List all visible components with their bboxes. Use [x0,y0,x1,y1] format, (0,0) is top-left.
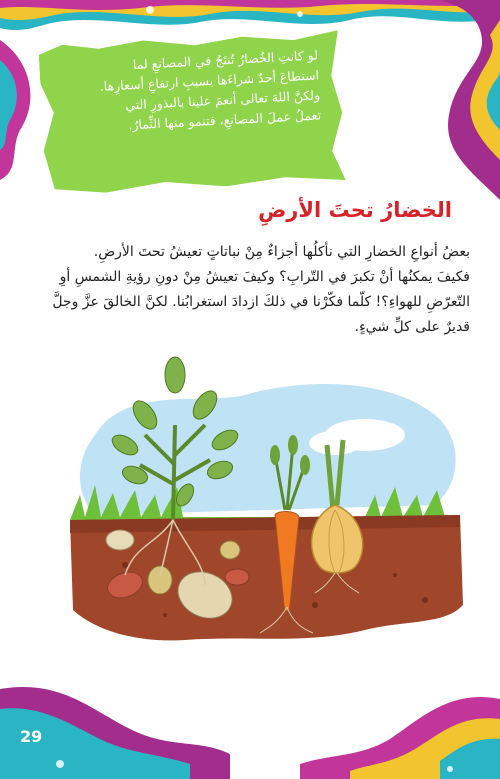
body-line: بعضُ أنواعِ الخضارِ التي نأكلُها أجزاءٌ مِنْ نباتاتٍ تعيشُ تحتَ الأرضِ. [93,244,470,260]
potato-icon [220,541,240,559]
potato-icon [225,569,249,585]
vegetables-illustration [65,345,465,665]
bottom-swirl-decoration [0,669,500,779]
card-line: ولكنَّ اللهَ تعالى أنعمَ علينا بالبذورِ التي [124,87,321,113]
leaf-icon [165,357,185,393]
section-title: الخضارُ تحتَ الأرضِ [258,198,452,222]
page-number: 29 [20,727,43,746]
potato-icon [148,566,172,594]
card-line: تعملُ عملَ المصانعِ، فتنمو منها الثِّمارُ. [128,107,322,133]
body-line: قديرٌ على كلِّ شيءٍ. [354,319,470,335]
body-line: فكيفَ يمكنُها أنْ تكبرَ في التّرابِ؟ وكيفَ تعيشُ مِنْ دونِ رؤيةِ الشمسِ أوِ [59,269,470,285]
card-line: لو كانتِ الخُضارُ تُنتَجُ في المصانعِ لما [132,47,319,73]
corner-swirl-top-right [380,0,500,200]
card-line: استطاعَ أحدٌ شراءَها بسببِ ارتفاعِ أسعارِها. [99,67,320,94]
intro-card-text [63,45,324,188]
potato-icon [106,530,134,550]
body-line: التّعرّضِ للهواءِ؟! كلّما فكّرْنا في ذلكَ ازدادَ استغرابُنا. لكنَّ الخالقَ عزَّ وجلَّ [52,294,470,310]
body-paragraph [40,240,470,340]
onion-icon [312,505,363,573]
cloud-icon [309,431,361,455]
